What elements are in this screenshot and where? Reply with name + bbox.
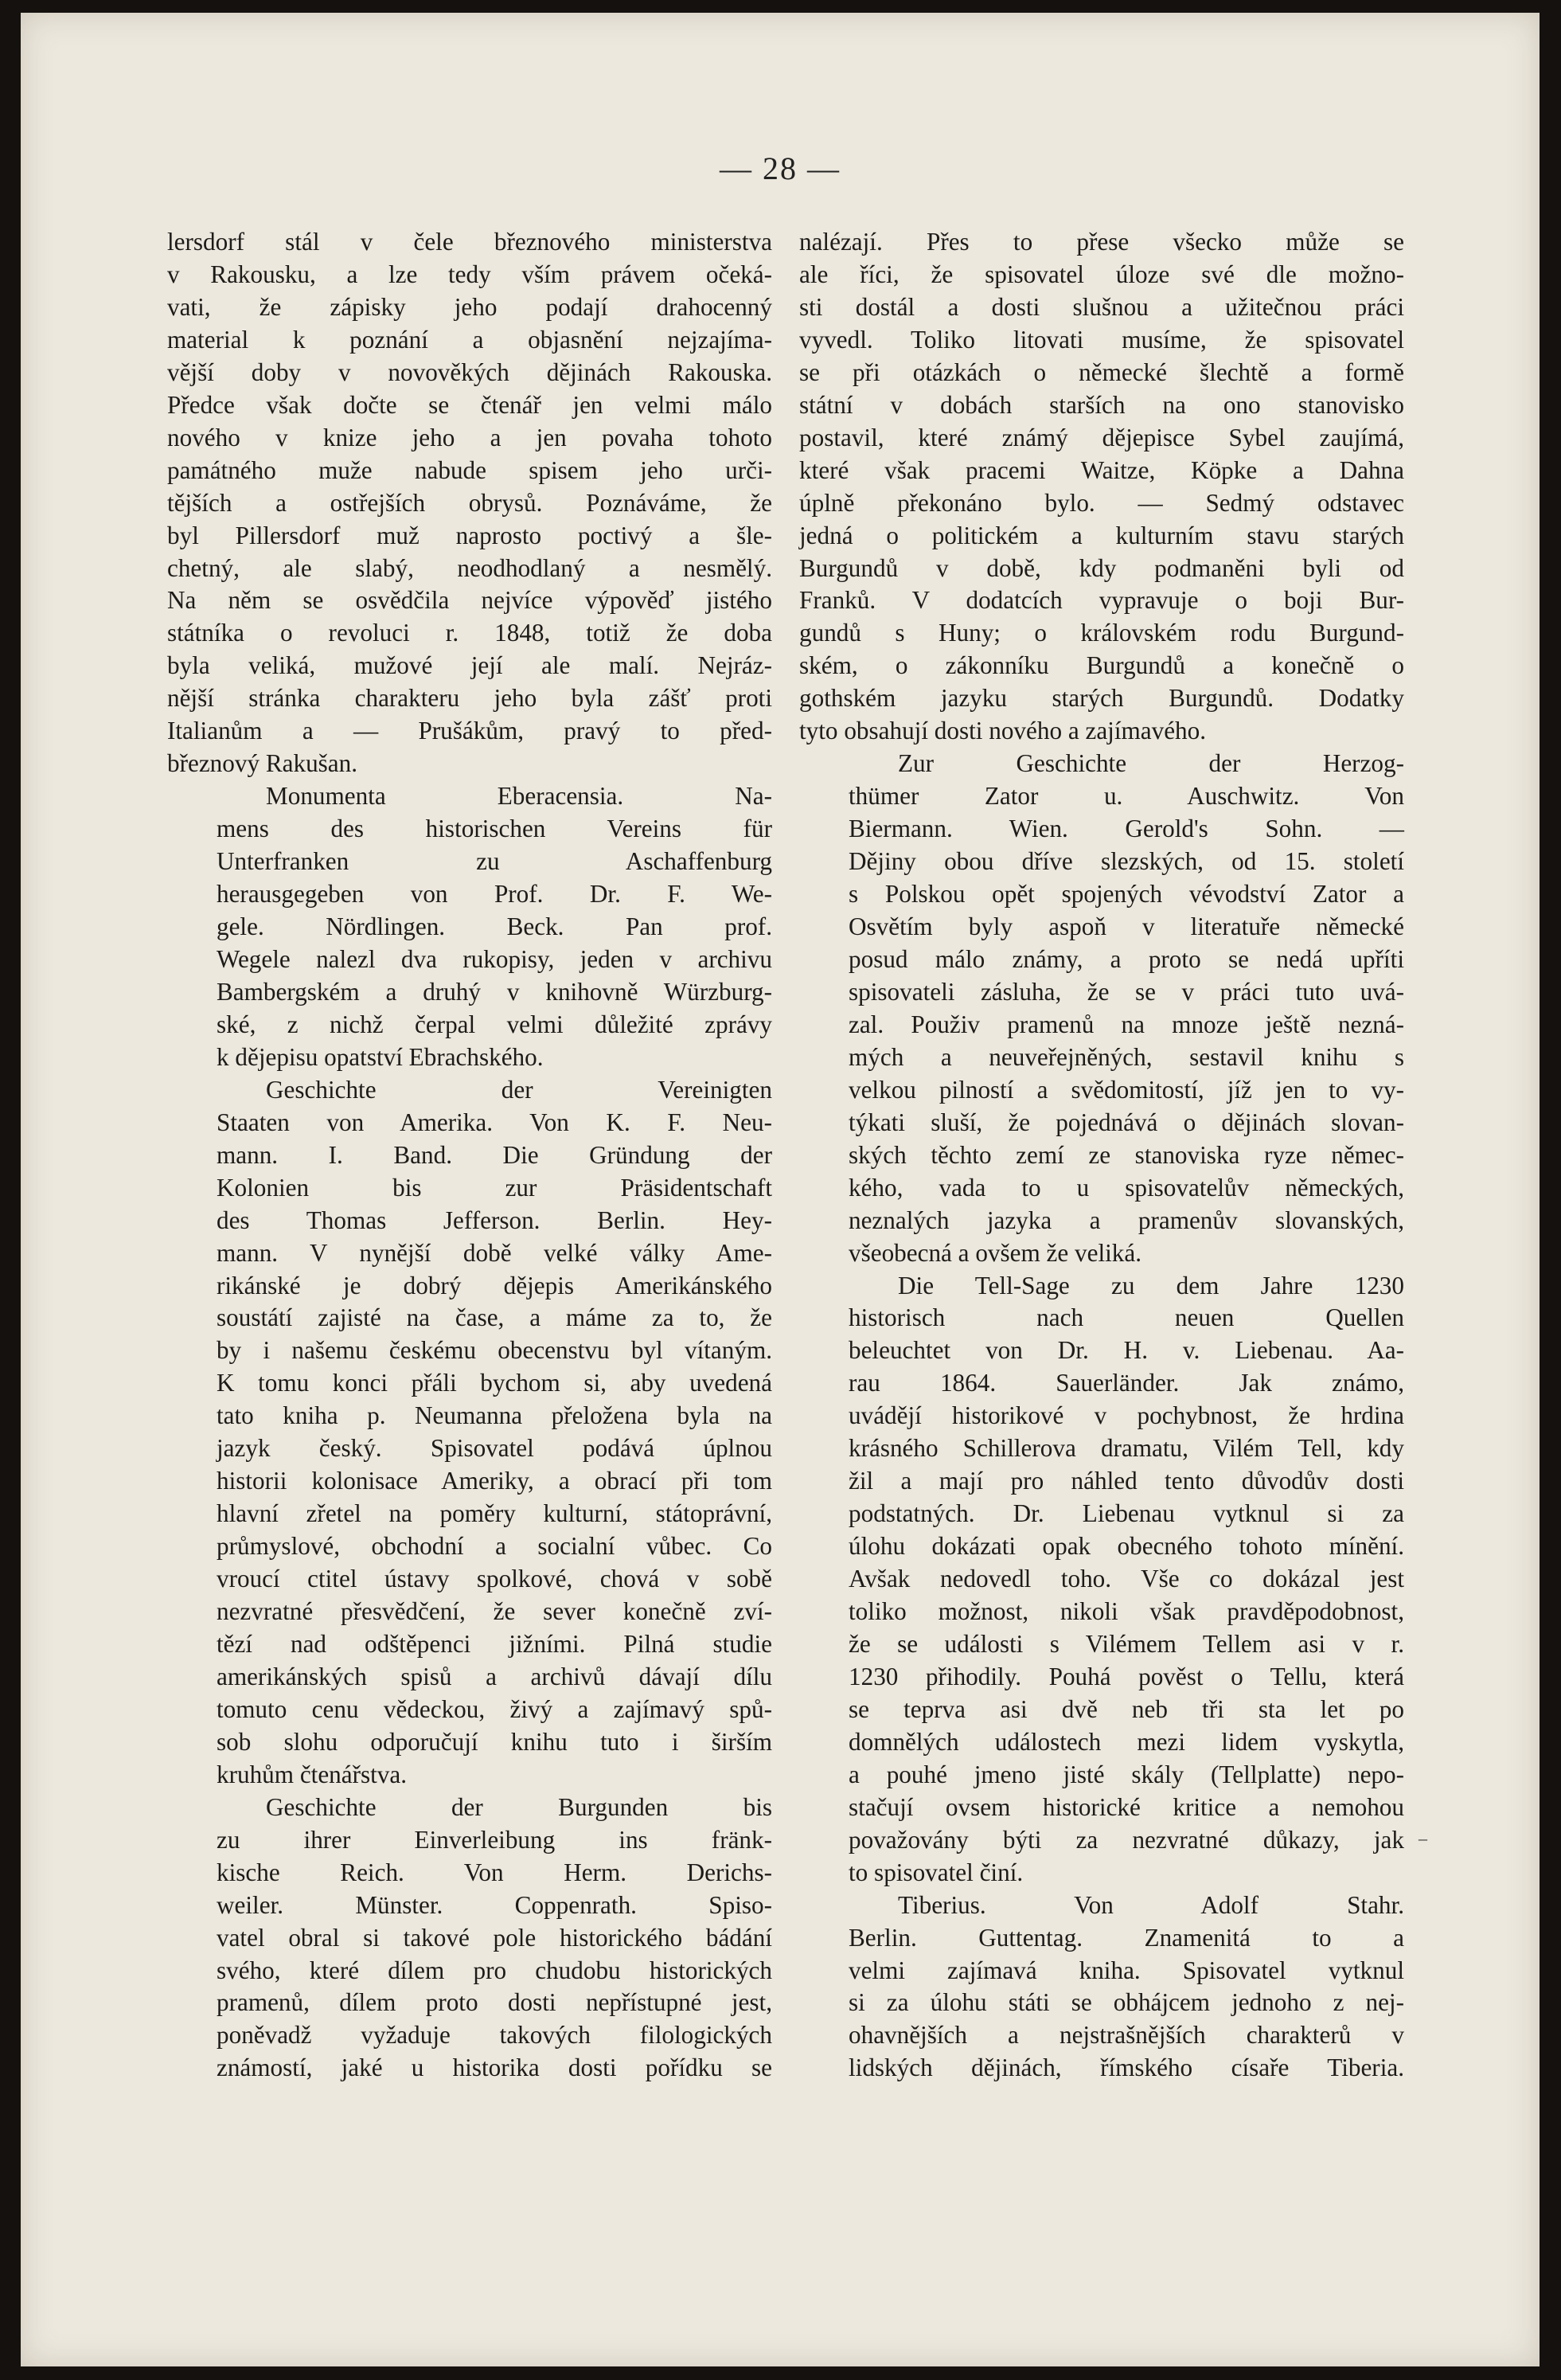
text-line: neznalých jazyka a pramenův slovanských, <box>849 1206 1404 1234</box>
text-line: nější stránka charakteru jeho byla zášť proti <box>167 684 772 713</box>
text-line: Na něm se osvědčila nejvíce výpověď jistého <box>167 586 772 615</box>
text-line: březnový Rakušan. <box>167 749 358 778</box>
text-line: Předce však dočte se čtenář jen velmi málo <box>167 390 772 419</box>
text-line: historii kolonisace Ameriky, a obrací při tom <box>217 1467 772 1495</box>
text-line: des Thomas Jefferson. Berlin. Hey- <box>217 1206 772 1234</box>
text-line: že se události s Vilémem Tellem asi v r. <box>849 1629 1404 1658</box>
text-line: lersdorf stál v čele březnového ministerstva <box>167 228 772 256</box>
text-line: byla veliká, mužové její ale malí. Nejráz- <box>167 651 772 680</box>
text-line: pramenů, dílem proto dosti nepřístupné jest, <box>217 1988 772 2017</box>
text-line: historisch nach neuen Quellen <box>849 1303 1404 1332</box>
paragraph-zator-auschwitz <box>799 748 1404 1269</box>
text-line: Wegele nalezl dva rukopisy, jeden v archivu <box>217 944 772 973</box>
text-line: postavil, které známý dějepisce Sybel zaujímá, <box>799 423 1404 451</box>
text-line: mých a neuveřejněných, sestavil knihu s <box>849 1042 1404 1071</box>
text-line: nalézají. Přes to přese všecko může se <box>799 228 1404 256</box>
text-line: thümer Zator u. Auschwitz. Von <box>849 782 1404 811</box>
text-line: s Polskou opět spojených vévodství Zator a <box>849 880 1404 909</box>
text-line: ohavnějších a nejstrašnějších charakterů v <box>849 2021 1404 2050</box>
text-line: vatel obral si takové pole historického bádání <box>217 1923 772 1952</box>
text-line: rikánské je dobrý dějepis Amerikánského <box>217 1271 772 1299</box>
text-line: vroucí ctitel ústavy spolkové, chová v sobě <box>217 1565 772 1593</box>
text-line: tomuto cenu vědeckou, živý a zajímavý spů- <box>217 1694 772 1723</box>
paragraph-burgunden-continued <box>799 226 1404 748</box>
text-line: kische Reich. Von Herm. Derichs- <box>217 1858 772 1886</box>
text-line: týkati sluší, že pojednává o dějinách slovan- <box>849 1108 1404 1136</box>
text-line: Bambergském a druhý v knihovně Würzburg- <box>217 977 772 1006</box>
text-line: se teprva asi dvě neb tři sta let po <box>849 1694 1404 1723</box>
text-line: se při otázkách o německé šlechtě a formě <box>799 358 1404 386</box>
text-line: Berlin. Guttentag. Znamenitá to a <box>849 1923 1404 1952</box>
text-line: gothském jazyku starých Burgundů. Dodatky <box>799 684 1404 713</box>
paragraph-pillersdorf <box>167 226 772 780</box>
text-line: tyto obsahují dosti nového a zajímavého. <box>799 717 1207 745</box>
text-line: ských těchto zemí ze stanoviska ryze němec- <box>849 1140 1404 1169</box>
text-line: rau 1864. Sauerländer. Jak známo, <box>849 1369 1404 1397</box>
text-line: Die Tell-Sage zu dem Jahre 1230 <box>898 1271 1404 1299</box>
text-line: stačují ovsem historické kritice a nemohou <box>849 1792 1404 1821</box>
text-line: Burgundů v době, kdy podmaněni byli od <box>799 553 1404 582</box>
text-line: Kolonien bis zur Präsidentschaft <box>217 1173 772 1202</box>
text-line: vati, že zápisky jeho podají drahocenný <box>167 292 772 321</box>
text-line: gele. Nördlingen. Beck. Pan prof. <box>217 913 772 941</box>
page-sheet <box>21 13 1540 2366</box>
text-line: velmi zajímavá kniha. Spisovatel vytknul <box>849 1956 1404 1984</box>
text-line: to spisovatel činí. <box>849 1858 1024 1886</box>
text-line: ském, o zákonníku Burgundů a konečně o <box>799 651 1404 680</box>
text-line: lidských dějinách, římského císaře Tiberia. <box>849 2054 1404 2082</box>
text-line: Unterfranken zu Aschaffenburg <box>217 847 772 876</box>
text-line: Franků. V dodatcích vypravuje o boji Bur- <box>799 586 1404 615</box>
text-line: Zur Geschichte der Herzog- <box>898 749 1404 778</box>
text-line: si za úlohu státi se obhájcem jednoho z nej- <box>849 1988 1404 2017</box>
text-line: beleuchtet von Dr. H. v. Liebenau. Aa- <box>849 1336 1404 1365</box>
text-line: státní v dobách starších na ono stanovisko <box>799 390 1404 419</box>
text-line: chetný, ale slabý, neodhodlaný a nesmělý. <box>167 553 772 582</box>
text-line: weiler. Münster. Coppenrath. Spiso- <box>217 1890 772 1919</box>
text-line: tějších a ostřejších obrysů. Poznáváme, že <box>167 488 772 517</box>
paragraph-tell-sage <box>799 1270 1404 1890</box>
text-line: material k poznání a objasnění nejzajíma- <box>167 325 772 354</box>
text-line: sti dostál a dosti slušnou a užitečnou práci <box>799 292 1404 321</box>
text-line: Monumenta Eberacensia. Na- <box>266 782 772 811</box>
text-line: gundů s Huny; o královském rodu Burgund- <box>799 619 1404 647</box>
text-line: jazyk český. Spisovatel podává úplnou <box>217 1434 772 1463</box>
text-line: mens des historischen Vereins für <box>217 815 772 843</box>
text-line: státníka o revoluci r. 1848, totiž že doba <box>167 619 772 647</box>
text-line: svého, které dílem pro chudobu historických <box>217 1956 772 1984</box>
text-line: považovány býti za nezvratné důkazy, jak <box>849 1825 1404 1854</box>
text-line: Staaten von Amerika. Von K. F. Neu- <box>217 1108 772 1136</box>
text-line: mann. I. Band. Die Gründung der <box>217 1140 772 1169</box>
text-line: všeobecná a ovšem že veliká. <box>849 1238 1142 1267</box>
text-line: spisovateli zásluha, že se v práci tuto uvá- <box>849 977 1404 1006</box>
text-line: soustátí zajisté na čase, a máme za to, že <box>217 1303 772 1332</box>
margin-mark: – <box>1419 1828 1427 1848</box>
text-line: úplně překonáno bylo. — Sedmý odstavec <box>799 488 1404 517</box>
text-line: které však pracemi Waitze, Köpke a Dahna <box>799 455 1404 484</box>
text-line: 1230 přihodily. Pouhá pověst o Tellu, která <box>849 1662 1404 1690</box>
text-line: zal. Použiv pramenů na mnoze ještě nezná- <box>849 1010 1404 1038</box>
text-line: Tiberius. Von Adolf Stahr. <box>898 1890 1404 1919</box>
text-line: uvádějí historikové v pochybnost, že hrdina <box>849 1401 1404 1430</box>
text-line: kého, vada to u spisovatelův německých, <box>849 1173 1404 1202</box>
text-line: ale říci, že spisovatel úloze své dle možno- <box>799 260 1404 288</box>
text-line: velkou pilností a svědomitostí, jíž jen to vy- <box>849 1075 1404 1104</box>
text-line: památného muže nabude spisem jeho urči- <box>167 455 772 484</box>
text-line: nového v knize jeho a jen povaha tohoto <box>167 423 772 451</box>
text-line: Italianům a — Prušákům, pravý to před- <box>167 717 772 745</box>
text-line: známostí, jaké u historika dosti pořídku se <box>217 2054 772 2082</box>
text-line: by i našemu českému obecenstvu byl vítaným. <box>217 1336 772 1365</box>
text-line: sob slohu odporučují knihu tuto i širším <box>217 1727 772 1756</box>
text-line: tato kniha p. Neumanna přeložena byla na <box>217 1401 772 1430</box>
text-line: Avšak nedovedl toho. Vše co dokázal jest <box>849 1565 1404 1593</box>
left-column <box>167 226 772 2085</box>
text-line: poněvadž vyžaduje takových filologických <box>217 2021 772 2050</box>
text-line: a pouhé jmeno jisté skály (Tellplatte) nepo- <box>849 1760 1404 1788</box>
text-line: jedná o politickém a kulturním stavu starých <box>799 521 1404 549</box>
text-line: herausgegeben von Prof. Dr. F. We- <box>217 880 772 909</box>
text-line: zu ihrer Einverleibung ins fränk- <box>217 1825 772 1854</box>
text-line: kruhům čtenářstva. <box>217 1760 408 1788</box>
text-line: toliko možnost, nikoli však pravděpodobnost, <box>849 1597 1404 1626</box>
text-line: podstatných. Dr. Liebenau vytknul si za <box>849 1499 1404 1528</box>
text-line: hlavní zřetel na poměry kulturní, státoprávní, <box>217 1499 772 1528</box>
text-line: Osvětím byly aspoň v literatuře německé <box>849 913 1404 941</box>
text-line: vější doby v novověkých dějinách Rakouska. <box>167 358 772 386</box>
text-line: úlohu dokázati opak obecného tohoto mínění. <box>849 1532 1404 1561</box>
text-line: Biermann. Wien. Gerold's Sohn. — <box>849 815 1404 843</box>
text-line: amerikánských spisů a archivů dávají dílu <box>217 1662 772 1690</box>
paragraph-geschichte-vereinigten-staaten <box>167 1074 772 1792</box>
text-line: vyvedl. Toliko litovati musíme, že spisovatel <box>799 325 1404 354</box>
text-line: mann. V nynější době velké války Ame- <box>217 1238 772 1267</box>
text-line: posud málo známy, a proto se nedá upříti <box>849 944 1404 973</box>
text-line: domnělých událostech mezi lidem vyskytla, <box>849 1727 1404 1756</box>
text-line: Dějiny obou dříve slezských, od 15. století <box>849 847 1404 876</box>
text-line: k dějepisu opatství Ebrachského. <box>217 1042 544 1071</box>
text-line: K tomu konci přáli bychom si, aby uvedená <box>217 1369 772 1397</box>
page-number: — 28 — <box>720 150 841 186</box>
text-line: v Rakousku, a lze tedy vším právem očeká- <box>167 260 772 288</box>
paragraph-tiberius <box>799 1890 1404 2085</box>
text-line: průmyslové, obchodní a socialní vůbec. Co <box>217 1532 772 1561</box>
text-line: žil a mají pro náhled tento důvodův dosti <box>849 1467 1404 1495</box>
text-line: Geschichte der Vereinigten <box>266 1075 772 1104</box>
paragraph-geschichte-burgunden <box>167 1792 772 2085</box>
right-column <box>799 226 1404 2085</box>
text-line: byl Pillersdorf muž naprosto poctivý a šle- <box>167 521 772 549</box>
text-line: nezvratné přesvědčení, že sever konečně zví- <box>217 1597 772 1626</box>
paragraph-monumenta-eberacensia <box>167 780 772 1074</box>
text-line: krásného Schillerova dramatu, Vilém Tell, kdy <box>849 1434 1404 1463</box>
text-line: Geschichte der Burgunden bis <box>266 1792 772 1821</box>
text-line: tězí nad odštěpenci jižními. Pilná studie <box>217 1629 772 1658</box>
text-line: ské, z nichž čerpal velmi důležité zprávy <box>217 1010 772 1038</box>
